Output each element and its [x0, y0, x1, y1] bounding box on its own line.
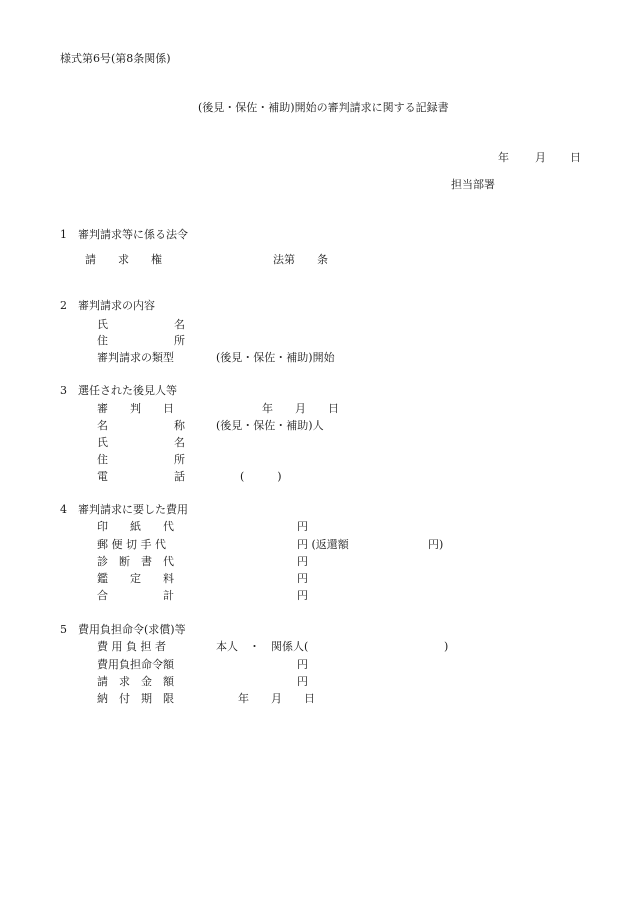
section-4-row-label: 合 計	[97, 589, 174, 602]
document-title: (後見・保佐・補助)開始の審判請求に関する記録書	[198, 101, 449, 114]
section-5-row-value: 円	[297, 675, 308, 688]
section-3-row-label: 住 所	[97, 453, 185, 466]
section-3-row-label: 氏 名	[97, 436, 185, 449]
date-month-label: 月	[535, 151, 546, 164]
section-3-row-label: 名 称	[97, 419, 185, 432]
section-4-row-value: 円	[297, 520, 308, 533]
section-5-row-value: 本人 ・ 関係人(	[216, 640, 309, 653]
section-5-row-label: 費 用 負 担 者	[97, 640, 166, 653]
section-5-row-value: 年 月 日	[238, 692, 315, 705]
section-5-row-label: 納 付 期 限	[97, 692, 174, 705]
section-3-row-value: 年 月 日	[262, 402, 339, 415]
section-1-row-value: 法第 条	[273, 253, 328, 266]
section-3-row-value: ( )	[240, 470, 282, 483]
section-1-row-label: 請 求 権	[85, 253, 162, 266]
section-2-row-label: 審判請求の類型	[97, 351, 174, 364]
section-3-row-value: (後見・保佐・補助)人	[216, 419, 324, 432]
section-5-row-label: 請 求 金 額	[97, 675, 174, 688]
section-4-row-extra: 円)	[428, 538, 444, 551]
section-3-row-label: 審 判 日	[97, 402, 174, 415]
date-day-label: 日	[570, 151, 581, 164]
section-4-row-value: 円	[297, 555, 308, 568]
section-4-row-value: 円 (返還額	[297, 538, 349, 551]
section-3-heading: 3 選任された後見人等	[60, 384, 177, 397]
section-2-row-value: (後見・保佐・補助)開始	[216, 351, 335, 364]
section-5-row-label: 費用負担命令額	[97, 658, 174, 671]
section-4-row-value: 円	[297, 572, 308, 585]
section-4-row-value: 円	[297, 589, 308, 602]
section-2-row-label: 住 所	[97, 334, 185, 347]
section-5-heading: 5 費用負担命令(求償)等	[60, 623, 186, 636]
section-4-row-label: 印 紙 代	[97, 520, 174, 533]
section-4-row-label: 鑑 定 料	[97, 572, 174, 585]
department-label: 担当部署	[451, 178, 495, 191]
section-2-heading: 2 審判請求の内容	[60, 299, 155, 312]
section-3-row-label: 電 話	[97, 470, 185, 483]
section-4-row-label: 診 断 書 代	[97, 555, 174, 568]
form-reference: 様式第6号(第8条関係)	[60, 52, 171, 65]
section-2-row-label: 氏 名	[97, 318, 185, 331]
section-4-row-label: 郵 便 切 手 代	[97, 538, 166, 551]
section-1-heading: 1 審判請求等に係る法令	[60, 228, 188, 241]
section-5-row-extra: )	[444, 640, 449, 653]
date-year-label: 年	[498, 151, 509, 164]
section-5-row-value: 円	[297, 658, 308, 671]
section-4-heading: 4 審判請求に要した費用	[60, 503, 188, 516]
